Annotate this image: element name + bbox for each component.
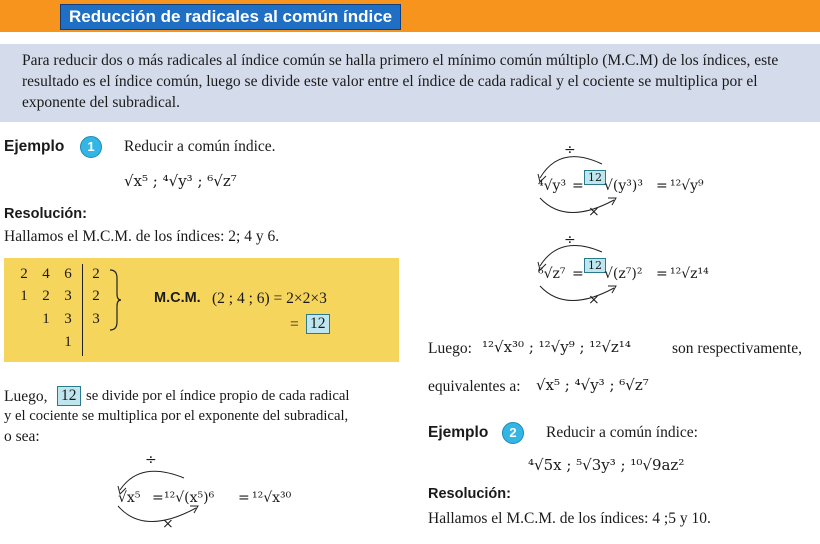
transform1-left: √x⁵ bbox=[118, 490, 141, 506]
example2-number-badge: 2 bbox=[502, 422, 524, 444]
grid-cell: 1 bbox=[20, 288, 28, 304]
divide-symbol: ÷ bbox=[145, 452, 157, 468]
luego3: o sea: bbox=[4, 428, 40, 445]
grid-cell: 3 bbox=[64, 288, 72, 304]
example1-label: Ejemplo bbox=[4, 138, 65, 155]
transform2-left: ⁴√y³ bbox=[538, 178, 567, 194]
grid-cell: 2 bbox=[42, 288, 50, 304]
example2-label: Ejemplo bbox=[428, 424, 489, 441]
example1-radicals: √x⁵ ; ⁴√y³ ; ⁶√z⁷ bbox=[124, 172, 237, 190]
conclusion-radicals: ¹²√x³⁰ ; ¹²√y⁹ ; ¹²√z¹⁴ bbox=[482, 338, 631, 356]
grid-divider bbox=[82, 264, 83, 356]
page-title: Reducción de radicales al común índice bbox=[60, 4, 401, 30]
example2-mcm-sentence: Hallamos el M.C.M. de los índices: 4 ;5 y 10. bbox=[428, 510, 711, 527]
grid-cell: 4 bbox=[42, 266, 50, 282]
transform1-eq: = bbox=[152, 490, 164, 506]
intro-text: Para reducir dos o más radicales al índice común se halla primero el mínimo común múltiplo (M.C.M) de los índices, este resultado es el índice común, luego se divide este valor entre el índice de cada radical y el cociente se multiplica por el exponente del subradical. bbox=[22, 52, 779, 111]
example1-number-badge: 1 bbox=[80, 136, 102, 158]
transform2-mid: √(y³)³ bbox=[604, 178, 643, 194]
conclusion-a: Luego: bbox=[428, 340, 472, 357]
transform1-right: ¹²√x³⁰ bbox=[252, 490, 292, 506]
transform3-eq: = bbox=[572, 266, 584, 282]
transform3-eq2: = bbox=[656, 266, 668, 282]
transform3-mid: √(z⁷)² bbox=[604, 266, 643, 282]
grid-cell: 1 bbox=[42, 311, 50, 327]
conclusion-c: equivalentes a: bbox=[428, 378, 521, 395]
luego1-word: Luego, bbox=[4, 388, 48, 405]
transform2-eq: = bbox=[572, 178, 584, 194]
grid-cell: 1 bbox=[64, 334, 72, 350]
transform1-mid: ¹²√(x⁵)⁶ bbox=[164, 490, 215, 506]
luego1-rest: se divide por el índice propio de cada radical bbox=[86, 388, 350, 404]
transform2-right: ¹²√y⁹ bbox=[670, 178, 704, 194]
transform2-index: 12 bbox=[584, 170, 606, 185]
transform1-eq2: = bbox=[238, 490, 250, 506]
multiply-symbol: × bbox=[162, 516, 174, 532]
mcm-label: M.C.M. bbox=[154, 290, 201, 306]
example2-resolution-label: Resolución: bbox=[428, 486, 511, 502]
transform3-right: ¹²√z¹⁴ bbox=[670, 266, 709, 282]
grid-cell: 2 bbox=[92, 288, 100, 304]
divide-symbol: ÷ bbox=[564, 232, 576, 248]
grid-cell: 3 bbox=[64, 311, 72, 327]
example1-mcm-sentence: Hallamos el M.C.M. de los índices: 2; 4 y 6. bbox=[4, 228, 280, 245]
multiply-symbol: × bbox=[588, 204, 600, 220]
mcm-box bbox=[4, 258, 399, 362]
multiply-symbol: × bbox=[588, 292, 600, 308]
example1-task: Reducir a común índice. bbox=[124, 138, 276, 155]
divide-symbol: ÷ bbox=[564, 142, 576, 158]
grid-cell: 2 bbox=[20, 266, 28, 282]
luego1-value: 12 bbox=[57, 386, 81, 406]
grid-cell: 6 bbox=[64, 266, 72, 282]
transform3-index: 12 bbox=[584, 258, 606, 273]
mcm-expression: (2 ; 4 ; 6) = 2×2×3 bbox=[212, 290, 327, 307]
right-brace-icon bbox=[108, 268, 122, 332]
mcm-result: 12 bbox=[306, 314, 330, 334]
conclusion-c-radicals: √x⁵ ; ⁴√y³ ; ⁶√z⁷ bbox=[536, 376, 649, 394]
example2-task: Reducir a común índice: bbox=[546, 424, 698, 441]
grid-cell: 2 bbox=[92, 266, 100, 282]
conclusion-b: son respectivamente, bbox=[672, 340, 802, 357]
luego2: y el cociente se multiplica por el exponente del subradical, bbox=[4, 408, 349, 424]
transform2-eq2: = bbox=[656, 178, 668, 194]
transform3-left: ⁶√z⁷ bbox=[538, 266, 566, 282]
mcm-equals: = bbox=[290, 316, 299, 333]
example2-radicals: ⁴√5x ; ⁵√3y³ ; ¹⁰√9az² bbox=[528, 456, 685, 474]
grid-cell: 3 bbox=[92, 311, 100, 327]
example1-resolution-label: Resolución: bbox=[4, 206, 87, 222]
